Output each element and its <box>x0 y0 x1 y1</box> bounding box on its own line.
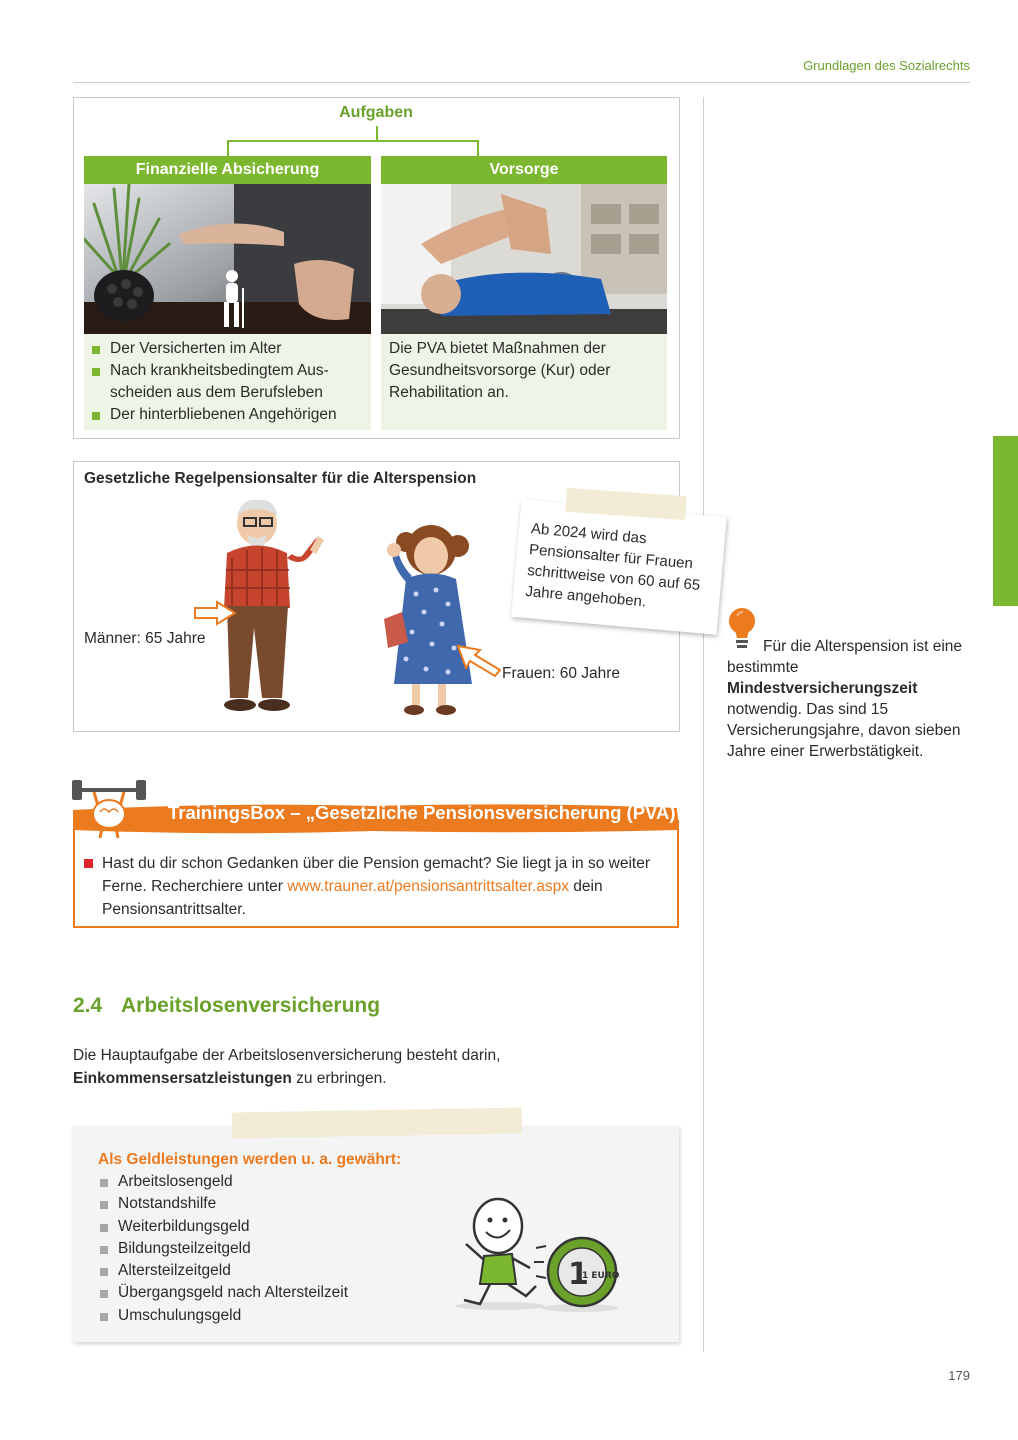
finanzielle-absicherung-list <box>84 338 371 426</box>
tape-strip <box>232 1107 522 1138</box>
arrow-icon <box>193 600 237 631</box>
geldleistungen-list <box>98 1171 348 1327</box>
column-body-finanzielle-absicherung <box>84 334 371 430</box>
section-text-bold: Einkommensersatzleistungen <box>73 1070 292 1087</box>
section-text-before: Die Hauptaufgabe der Arbeitslosenversicherung besteht darin, <box>73 1047 501 1064</box>
list-item: Arbeitslosengeld <box>98 1171 348 1193</box>
section-heading <box>73 994 380 1018</box>
bullet-marker <box>84 859 93 868</box>
aufgaben-title: Aufgaben <box>339 104 413 121</box>
tip-text <box>727 636 972 762</box>
header-rule <box>73 82 970 83</box>
trainings-text <box>102 852 667 921</box>
page-number: 179 <box>948 1368 970 1383</box>
running-header: Grundlagen des Sozialrechts <box>803 58 970 73</box>
tip-text-after: notwendig. Das sind 15 Versicherungsjahre, davon sieben Jahre einer Erwerbstätigkeit. <box>727 701 961 760</box>
chapter-side-tab <box>993 436 1018 606</box>
section-number: 2.4 <box>73 994 103 1017</box>
tree-connector-left <box>227 140 229 156</box>
list-item: Übergangsgeld nach Altersteilzeit <box>98 1282 348 1304</box>
list-item: Notstandshilfe <box>98 1193 348 1215</box>
brain-weightlifter-icon <box>72 778 148 845</box>
pension-age-link[interactable]: www.trauner.at/pensionsantrittsalter.aspx <box>287 878 569 895</box>
column-body-vorsorge: Die PVA bietet Maßnahmen der Gesundheitsvorsorge (Kur) oder Rehabilitation an. <box>381 334 667 430</box>
column-header-vorsorge: Vorsorge <box>381 156 667 184</box>
tree-connector-horizontal <box>227 140 479 142</box>
list-item: Weiterbildungsgeld <box>98 1216 348 1238</box>
elderly-woman-illustration <box>376 524 480 718</box>
trainings-title: TrainingsBox – „Gesetzliche Pensionsversicherung (PVA)“ <box>168 802 685 823</box>
svg-text:1: 1 <box>568 1257 589 1292</box>
list-item: Der hinterbliebenen Angehörigen <box>84 404 371 426</box>
pension-age-title: Gesetzliche Regelpensionsalter für die Alterspension <box>84 470 477 487</box>
section-title: Arbeitslosenversicherung <box>121 994 381 1017</box>
men-age-label: Männer: 65 Jahre <box>84 630 206 647</box>
trainings-text-before: Hast du dir schon Gedanken über die Pension gemacht? Sie liegt ja in so weiter Ferne. Recherchiere unter <box>102 855 650 895</box>
list-item: Umschulungsgeld <box>98 1305 348 1327</box>
list-item: Bildungsteilzeitgeld <box>98 1238 348 1260</box>
section-text-after: zu erbringen. <box>291 1070 387 1087</box>
figure-chasing-euro-coin-icon <box>450 1196 622 1314</box>
pension-note-card <box>511 499 727 635</box>
hands-protecting-elderly-figure-photo <box>84 184 371 334</box>
tree-connector-vertical <box>376 126 378 141</box>
section-paragraph <box>73 1044 679 1090</box>
trainings-text-after: dein Pensionsantrittsalter. <box>102 878 603 918</box>
geldleistungen-title: Als Geldleistungen werden u. a. gewährt: <box>98 1151 402 1168</box>
tip-text-bold: Mindestversicherungszeit <box>727 680 918 697</box>
tip-text-before: Für die Alterspension ist eine bestimmte <box>727 638 963 676</box>
physiotherapy-photo <box>381 184 667 334</box>
women-age-label: Frauen: 60 Jahre <box>502 665 621 682</box>
tree-connector-right <box>477 140 479 156</box>
coin-text: 1 EURO <box>582 1271 620 1281</box>
list-item: Der Versicherten im Alter <box>84 338 371 360</box>
arrow-icon <box>456 642 502 683</box>
column-header-finanzielle-absicherung: Finanzielle Absicherung <box>84 156 371 184</box>
list-item: Altersteilzeitgeld <box>98 1260 348 1282</box>
column-divider <box>703 97 704 1352</box>
list-item: Nach krankheitsbedingtem Aus-scheiden aus dem Berufsleben <box>84 360 371 404</box>
pension-note-text: Ab 2024 wird das Pensionsalter für Frauen schrittweise von 60 auf 65 Jahre angehoben. <box>524 520 701 611</box>
